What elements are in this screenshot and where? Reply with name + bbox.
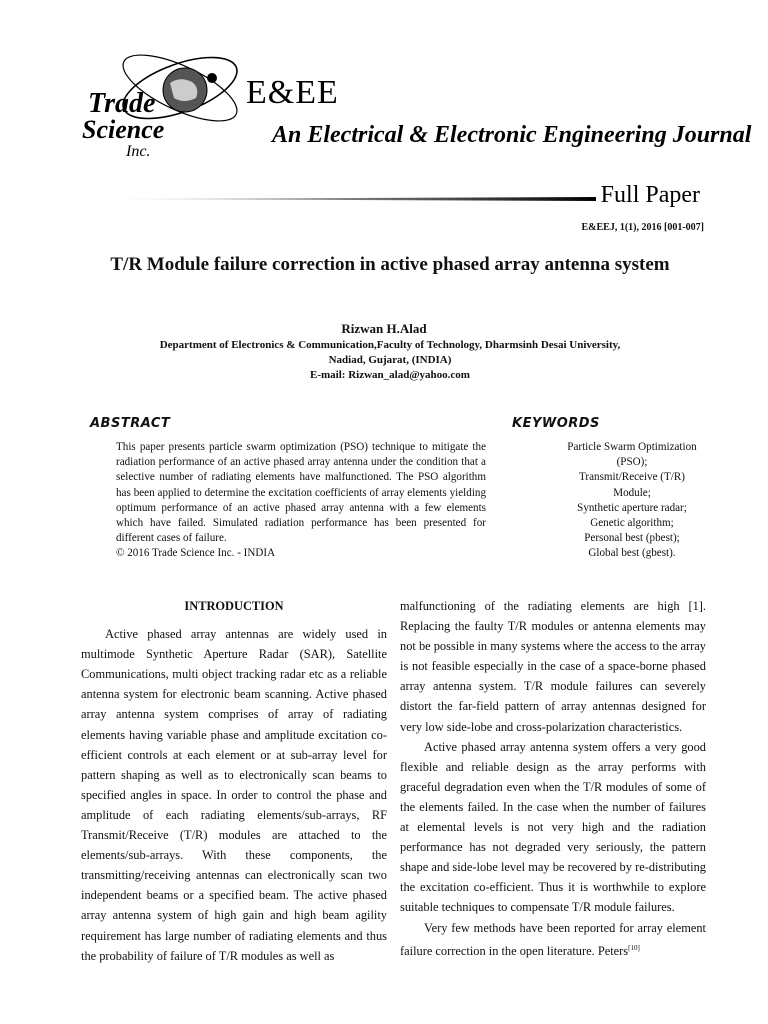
- abstract-body: [116, 440, 486, 562]
- affiliation-line: Department of Electronics & Communication,Faculty of Technology, Dharmsinh Desai University,: [159, 339, 621, 351]
- logo-text-trade: Trade: [88, 88, 156, 119]
- introduction-heading: INTRODUCTION: [184, 599, 284, 613]
- logo-text-science: Science: [82, 115, 165, 144]
- paper-title: T/R Module failure correction in active phased array antenna system: [110, 254, 670, 275]
- keyword-line: Particle Swarm Optimization: [567, 441, 697, 453]
- publisher-logo: [80, 48, 250, 168]
- keyword-line: Genetic algorithm;: [590, 517, 674, 530]
- affiliation-location: Nadiad, Gujarat, (INDIA): [328, 354, 452, 366]
- abstract-text: This paper presents particle swarm optimization (PSO) technique to mitigate the radiation performance of an active phased array antenna under the condition that a selective number of radiating elements have malfunctioned. The PSO algorithm has been applied to determine the excitation coefficients of array elements yielding optimum performance of an active phased array antenna with a few elements which have failed. Simulated radiation performance has been presented for different cases of failure.: [116, 441, 486, 545]
- keyword-line: Synthetic aperture radar;: [577, 501, 687, 514]
- keyword-line: Global best (gbest).: [588, 547, 676, 560]
- paper-type-label: Full Paper: [600, 182, 700, 208]
- author-affiliation: [110, 338, 670, 383]
- keyword-line: (PSO);: [616, 456, 648, 469]
- journal-name: An Electrical & Electronic Engineering Journal: [272, 122, 752, 148]
- keyword-line: Personal best (pbest);: [584, 532, 680, 545]
- abstract-copyright: © 2016 Trade Science Inc. - INDIA: [116, 547, 276, 560]
- header-rule: [96, 197, 596, 201]
- author-name: Rizwan H.Alad: [341, 321, 427, 336]
- citation: E&EEJ, 1(1), 2016 [001-007]: [581, 222, 704, 233]
- keywords-heading: KEYWORDS: [512, 416, 600, 431]
- body-column-right: [400, 596, 706, 961]
- abstract-heading: ABSTRACT: [90, 416, 171, 431]
- keyword-line: Module;: [613, 486, 651, 499]
- body-paragraph-text: Very few methods have been reported for array element failure correction in the open literature. Peters: [400, 920, 706, 958]
- logo-text-inc: Inc.: [126, 143, 151, 160]
- body-paragraph: Active phased array antenna system offers a very good flexible and reliable design as the array performs with graceful degradation even when the T/R modules of some of the elements failed. In the case when the number of failures at elemental levels is not very high and the radiation performance has not degraded very seriously, the pattern shape and side-lobe level may be recovered by re-distributing the excitation co-efficient. Thus it is worthwhile to explore suitable techniques to compensate T/R module failures.: [400, 739, 706, 915]
- body-paragraph: [400, 918, 706, 961]
- keywords-list: [534, 440, 730, 562]
- body-column-left: [81, 596, 387, 966]
- keyword-line: Transmit/Receive (T/R): [579, 471, 685, 484]
- author-email[interactable]: E-mail: Rizwan_alad@yahoo.com: [310, 369, 470, 381]
- body-paragraph: Active phased array antennas are widely used in multimode Synthetic Aperture Radar (SAR), Satellite Communications, multi object tracking radar etc as a reliable antenna system for electronic beam scanning. Active phased array antenna system comprises of array of radiating elements having variable phase and amplitude excitation co-efficient controls at each element or at sub-array level for pattern shaping as well as to electronically scan beams to specified angles in space. In order to control the phase and amplitude of each radiating elements/sub-arrays, RF Transmit/Receive (T/R) modules are attached to the elements/sub-arrays. With these components, the transmitting/receiving antennas can electronically scan two independent beams or a specified beam. The active phased array antenna system of high gain and high beam agility requirement has large number of radiating elements and thus the probability of failure of T/R modules as well as: [81, 627, 387, 963]
- reference-marker[interactable]: [10]: [628, 943, 640, 952]
- journal-abbreviation: E&EE: [246, 74, 339, 111]
- body-paragraph: malfunctioning of the radiating elements are high [1]. Replacing the faulty T/R modules or antenna elements may not be possible in many systems where the access to the array is not feasible especially in the case of a space-borne phased array antenna system. T/R module failures can severely distort the far-field pattern of array antennas designed for very low side-lobe and cross-polarization characteristics.: [400, 599, 706, 734]
